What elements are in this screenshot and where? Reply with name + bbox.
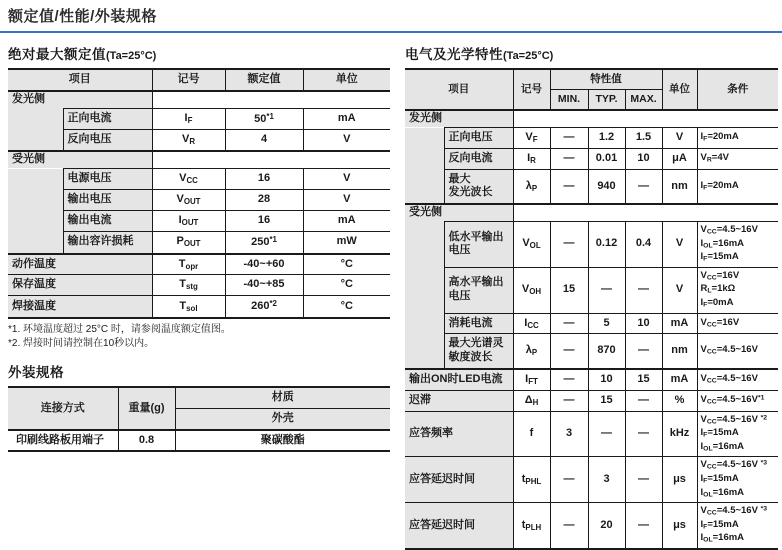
group-row xyxy=(8,151,390,168)
max-cell: — xyxy=(625,411,662,457)
full-row xyxy=(405,503,778,549)
sym-cell: $V_{OL}$ xyxy=(513,221,550,267)
item-label: 应答延迟时间 xyxy=(405,503,513,549)
unit-cell: °C xyxy=(303,296,390,318)
val-cell: 28 xyxy=(225,189,303,210)
max-cell: 1.5 xyxy=(625,128,662,149)
cond-cell: $V_{CC}=4.5\sim 16V$ xyxy=(697,334,778,369)
min-cell: 3 xyxy=(550,411,588,457)
sym-cell: $V_F$ xyxy=(513,128,550,149)
full-row xyxy=(405,457,778,503)
sym-cell: $V_{OUT}$ xyxy=(152,189,225,210)
full-row xyxy=(8,296,390,318)
abs-max-footnotes xyxy=(8,323,390,351)
header-symbol: 记号 xyxy=(513,69,550,110)
typ-cell: 0.12 xyxy=(588,221,625,267)
typ-cell: 15 xyxy=(588,390,625,411)
typ-cell: 0.01 xyxy=(588,148,625,169)
header-unit: 单位 xyxy=(662,69,697,110)
group-label: 发光侧 xyxy=(8,91,152,108)
unit-cell: % xyxy=(662,390,697,411)
min-cell: — xyxy=(550,369,588,390)
unit-cell: kHz xyxy=(662,411,697,457)
exterior-header-row-1 xyxy=(8,387,390,408)
item-label: 保存温度 xyxy=(8,275,152,296)
val-cell: -40~+60 xyxy=(225,254,303,275)
sym-cell: $I_{FT}$ xyxy=(513,369,550,390)
cond-cell: $V_{CC}=4.5\sim 16V$ xyxy=(697,369,778,390)
sym-cell: $V_{OH}$ xyxy=(513,267,550,313)
cond-cell: $V_{CC}=4.5\sim 16V$ $^{*3}$ $I_F=15mA$ $I_{OL}=16mA$ xyxy=(697,503,778,549)
item-row xyxy=(405,221,778,267)
unit-cell: mA xyxy=(662,313,697,334)
cond-cell: $V_{CC}=4.5\sim 16V$ $I_{OL}=16mA$ $I_F=15mA$ xyxy=(697,221,778,267)
group-indent-cell xyxy=(8,169,63,254)
group-empty-cell xyxy=(152,151,390,168)
sym-cell: $I_{OUT}$ xyxy=(152,210,225,231)
abs-max-ratings-table xyxy=(8,68,390,319)
section-title-abs-max xyxy=(8,43,390,63)
sym-cell: $V_{CC}$ xyxy=(152,169,225,190)
max-cell: — xyxy=(625,334,662,369)
min-cell: — xyxy=(550,313,588,334)
typ-cell: — xyxy=(588,267,625,313)
item-label: 电源电压 xyxy=(63,169,152,190)
val-cell: 16 xyxy=(225,210,303,231)
sym-cell: $\lambda_P$ xyxy=(513,334,550,369)
unit-cell: V xyxy=(303,130,390,151)
group-label: 受光侧 xyxy=(405,204,513,221)
val-cell: 50$^{*1}$ xyxy=(225,108,303,130)
unit-cell: μs xyxy=(662,503,697,549)
page-header xyxy=(0,0,782,33)
full-row xyxy=(405,369,778,390)
abs-max-title-condition: (Ta=25°C) xyxy=(106,50,157,62)
item-row xyxy=(405,128,778,149)
weight-value: 0.8 xyxy=(118,430,175,452)
typ-cell: 3 xyxy=(588,457,625,503)
item-label: 动作温度 xyxy=(8,254,152,275)
item-row xyxy=(8,108,390,130)
item-row xyxy=(405,169,778,204)
min-cell: — xyxy=(550,503,588,549)
section-title-exterior: 外装规格 xyxy=(8,365,64,381)
min-cell: — xyxy=(550,457,588,503)
cond-cell: $I_F=20mA$ xyxy=(697,169,778,204)
max-cell: — xyxy=(625,503,662,549)
typ-cell: 20 xyxy=(588,503,625,549)
cond-cell: $V_R=4V$ xyxy=(697,148,778,169)
sym-cell: $P_{OUT}$ xyxy=(152,231,225,253)
elec-header-row-1 xyxy=(405,69,778,90)
unit-cell: mA xyxy=(303,210,390,231)
unit-cell: V xyxy=(662,267,697,313)
header-unit: 单位 xyxy=(303,69,390,91)
left-column xyxy=(8,33,390,452)
val-cell: 250$^{*1}$ xyxy=(225,231,303,253)
item-label: 反向电流 xyxy=(444,148,513,169)
item-label: 输出容许损耗 xyxy=(63,231,152,253)
item-label: 输出电压 xyxy=(63,189,152,210)
exterior-data-row xyxy=(8,430,390,452)
header-housing: 外壳 xyxy=(175,408,390,429)
typ-cell: 940 xyxy=(588,169,625,204)
max-cell: 10 xyxy=(625,148,662,169)
unit-cell: μA xyxy=(662,148,697,169)
right-column xyxy=(405,33,778,550)
val-cell: 260$^{*2}$ xyxy=(225,296,303,318)
cond-cell: $V_{CC}=4.5\sim 16V$ $^{*2}$ $I_F=15mA$ $I_{OL}=16mA$ xyxy=(697,411,778,457)
item-row xyxy=(8,130,390,151)
min-cell: — xyxy=(550,148,588,169)
cond-cell: $I_F=20mA$ xyxy=(697,128,778,149)
full-row xyxy=(8,254,390,275)
max-cell: — xyxy=(625,169,662,204)
sym-cell: $V_R$ xyxy=(152,130,225,151)
header-item: 项目 xyxy=(405,69,513,110)
item-row xyxy=(8,231,390,253)
item-row xyxy=(405,313,778,334)
val-cell: 16 xyxy=(225,169,303,190)
group-empty-cell xyxy=(152,91,390,108)
sym-cell: $I_F$ xyxy=(152,108,225,130)
header-connection: 连接方式 xyxy=(8,387,118,430)
item-label: 最大光谱灵 敏度波长 xyxy=(444,334,513,369)
unit-cell: nm xyxy=(662,334,697,369)
typ-cell: 870 xyxy=(588,334,625,369)
item-row xyxy=(8,189,390,210)
unit-cell: μs xyxy=(662,457,697,503)
unit-cell: mA xyxy=(303,108,390,130)
group-indent-cell xyxy=(405,128,444,205)
header-min: MIN. xyxy=(550,90,588,111)
sym-cell: $\Delta_H$ xyxy=(513,390,550,411)
min-cell: — xyxy=(550,390,588,411)
sym-cell: $T_{stg}$ xyxy=(152,275,225,296)
item-label: 反向电压 xyxy=(63,130,152,151)
unit-cell: V xyxy=(303,189,390,210)
unit-cell: °C xyxy=(303,275,390,296)
max-cell: 15 xyxy=(625,369,662,390)
item-label: 应答延迟时间 xyxy=(405,457,513,503)
section-title-elec-opt xyxy=(405,43,778,63)
item-label: 输出ON时LED电流 xyxy=(405,369,513,390)
group-indent-cell xyxy=(405,221,444,368)
item-label: 正向电流 xyxy=(63,108,152,130)
connection-value: 印刷线路板用端子 xyxy=(8,430,118,452)
val-cell: -40~+85 xyxy=(225,275,303,296)
item-row xyxy=(8,210,390,231)
unit-cell: V xyxy=(662,221,697,267)
sym-cell: f xyxy=(513,411,550,457)
min-cell: — xyxy=(550,169,588,204)
unit-cell: mW xyxy=(303,231,390,253)
typ-cell: 1.2 xyxy=(588,128,625,149)
header-rating: 额定值 xyxy=(225,69,303,91)
typ-cell: 5 xyxy=(588,313,625,334)
full-row xyxy=(405,411,778,457)
sym-cell: $t_{PLH}$ xyxy=(513,503,550,549)
item-label: 焊接温度 xyxy=(8,296,152,318)
typ-cell: 10 xyxy=(588,369,625,390)
cond-cell: $V_{CC}=16V$ $R_L=1k\Omega$ $I_F=0mA$ xyxy=(697,267,778,313)
elec-opt-title-text: 电气及光学特性 xyxy=(405,47,503,62)
item-label: 迟滞 xyxy=(405,390,513,411)
group-label: 发光侧 xyxy=(405,110,513,127)
item-row xyxy=(405,148,778,169)
group-row xyxy=(405,110,778,127)
item-label: 输出电流 xyxy=(63,210,152,231)
max-cell: — xyxy=(625,267,662,313)
item-label: 高水平输出 电压 xyxy=(444,267,513,313)
exterior-spec-table xyxy=(8,386,390,452)
unit-cell: nm xyxy=(662,169,697,204)
max-cell: — xyxy=(625,457,662,503)
max-cell: 0.4 xyxy=(625,221,662,267)
sym-cell: $t_{PHL}$ xyxy=(513,457,550,503)
group-label: 受光侧 xyxy=(8,151,152,168)
header-symbol: 记号 xyxy=(152,69,225,91)
cond-cell: $V_{CC}=4.5\sim 16V^{*1}$ xyxy=(697,390,778,411)
val-cell: 4 xyxy=(225,130,303,151)
item-label: 低水平输出 电压 xyxy=(444,221,513,267)
item-label: 应答频率 xyxy=(405,411,513,457)
group-row xyxy=(405,204,778,221)
item-label: 最大 发光波长 xyxy=(444,169,513,204)
header-weight: 重量(g) xyxy=(118,387,175,430)
abs-max-header-row xyxy=(8,69,390,91)
sym-cell: $I_{CC}$ xyxy=(513,313,550,334)
item-label: 正向电压 xyxy=(444,128,513,149)
elec-opt-characteristics-table xyxy=(405,68,778,550)
page-title: 额定值/性能/外装规格 xyxy=(8,8,157,25)
sym-cell: $T_{sol}$ xyxy=(152,296,225,318)
cond-cell: $V_{CC}=16V$ xyxy=(697,313,778,334)
unit-cell: mA xyxy=(662,369,697,390)
group-indent-cell xyxy=(8,108,63,151)
content-columns xyxy=(0,33,782,550)
group-empty-cell xyxy=(513,204,778,221)
abs-max-title-text: 绝对最大额定值 xyxy=(8,47,106,62)
unit-cell: V xyxy=(662,128,697,149)
elec-opt-title-condition: (Ta=25°C) xyxy=(503,50,554,62)
max-cell: 10 xyxy=(625,313,662,334)
unit-cell: °C xyxy=(303,254,390,275)
sym-cell: $\lambda_P$ xyxy=(513,169,550,204)
group-row xyxy=(8,91,390,108)
item-row xyxy=(8,169,390,190)
header-condition: 条件 xyxy=(697,69,778,110)
item-row xyxy=(405,267,778,313)
footnote-2: *2. 焊接时间请控制在10秒以内。 xyxy=(8,338,155,350)
header-typ: TYP. xyxy=(588,90,625,111)
sym-cell: $T_{opr}$ xyxy=(152,254,225,275)
header-material: 材质 xyxy=(175,387,390,408)
cond-cell: $V_{CC}=4.5\sim 16V$ $^{*3}$ $I_F=15mA$ $I_{OL}=16mA$ xyxy=(697,457,778,503)
group-empty-cell xyxy=(513,110,778,127)
min-cell: 15 xyxy=(550,267,588,313)
header-item: 项目 xyxy=(8,69,152,91)
footnote-1: *1. 环境温度超过 25°C 时，请参阅温度额定值图。 xyxy=(8,324,231,336)
item-label: 消耗电流 xyxy=(444,313,513,334)
min-cell: — xyxy=(550,334,588,369)
item-row xyxy=(405,334,778,369)
unit-cell: V xyxy=(303,169,390,190)
max-cell: — xyxy=(625,390,662,411)
sym-cell: $I_R$ xyxy=(513,148,550,169)
typ-cell: — xyxy=(588,411,625,457)
full-row xyxy=(8,275,390,296)
housing-material-value: 聚碳酸酯 xyxy=(175,430,390,452)
min-cell: — xyxy=(550,221,588,267)
min-cell: — xyxy=(550,128,588,149)
header-max: MAX. xyxy=(625,90,662,111)
header-char-value: 特性值 xyxy=(550,69,662,90)
full-row xyxy=(405,390,778,411)
